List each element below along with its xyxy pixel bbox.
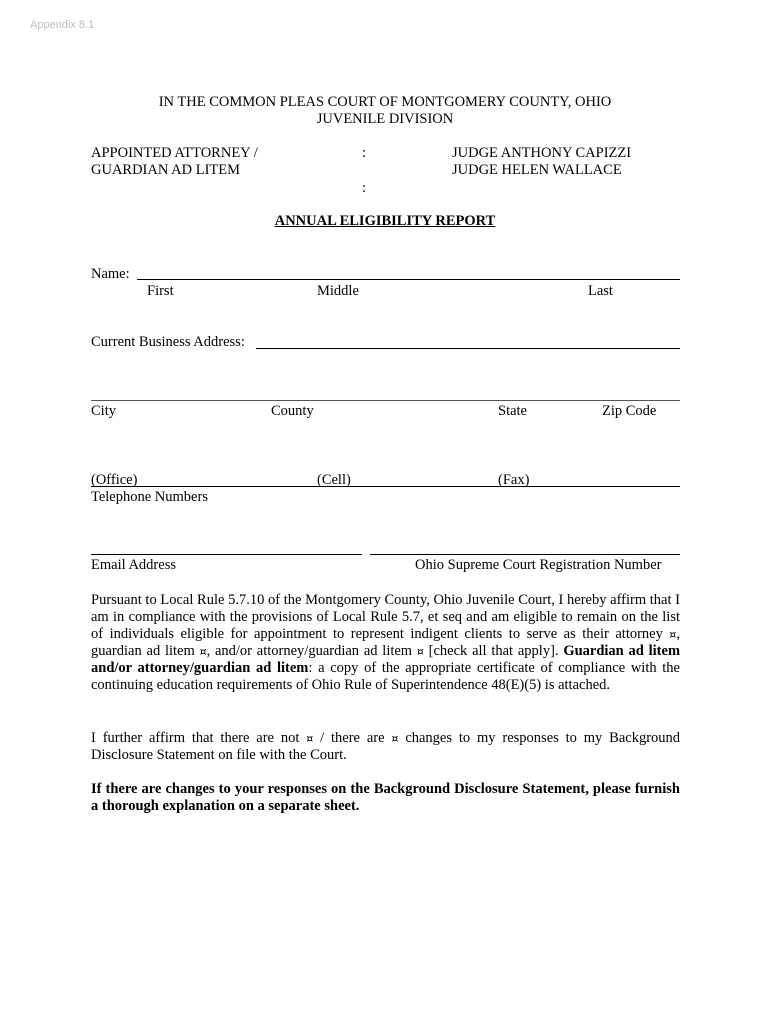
cell-phone-caption: (Cell) [317, 472, 351, 488]
county-caption: County [271, 403, 314, 419]
caption-colon-1: : [362, 145, 367, 161]
city-caption: City [91, 403, 116, 419]
name-middle-caption: Middle [317, 283, 359, 299]
affirmation-bold-lead: Guardian ad litem and/or attorney/guardian ad litem [91, 643, 681, 676]
affirmation-paragraph [91, 592, 680, 694]
court-name: IN THE COMMON PLEAS COURT OF MONTGOMERY COUNTY, OHIO [158, 94, 612, 110]
check-all-note: [check all that apply]. [428, 643, 559, 659]
affirmation-sep-both: , and/or attorney/guardian ad litem [206, 643, 413, 659]
address-field[interactable] [256, 348, 680, 349]
fax-caption: (Fax) [498, 472, 530, 488]
name-label: Name: [91, 266, 130, 282]
changes-paragraph [91, 730, 680, 764]
caption-left-line2: GUARDIAN AD LITEM [91, 162, 241, 178]
attorney-checkbox[interactable]: ¤ [669, 628, 677, 641]
telephone-numbers-caption: Telephone Numbers [91, 489, 208, 505]
appendix-label: Appendix 8.1 [30, 19, 95, 31]
office-phone-caption: (Office) [91, 472, 138, 488]
registration-number-field[interactable] [370, 554, 680, 555]
court-division: JUVENILE DIVISION [316, 111, 454, 127]
changes-rest: changes to my responses to my Background Disclosure Statement on file with the Court. [91, 730, 681, 763]
affirmation-sep-gal: , guardian ad litem [91, 626, 681, 659]
caption-left-line1: APPOINTED ATTORNEY / [91, 145, 258, 161]
changes-middle: / there are [320, 730, 385, 746]
phone-numbers-field[interactable] [91, 486, 680, 487]
name-field[interactable] [137, 279, 680, 280]
report-title: ANNUAL ELIGIBILITY REPORT [274, 213, 496, 229]
affirmation-intro: Pursuant to Local Rule 5.7.10 of the Montgomery County, Ohio Juvenile Court, I hereby affirm that I am in compliance with the provisions of Local Rule 5.7, et seq and am eligible to remain on the list of individuals eligible for appointment to represent indigent clients to serve as their attorney [91, 592, 680, 642]
zip-caption: Zip Code [602, 403, 657, 419]
has-changes-checkbox[interactable]: ¤ [391, 732, 399, 745]
attorney-guardian-checkbox[interactable]: ¤ [416, 645, 424, 658]
address-label: Current Business Address: [91, 334, 245, 350]
guardian-ad-litem-checkbox[interactable]: ¤ [199, 645, 207, 658]
email-field[interactable] [91, 554, 362, 555]
name-first-caption: First [147, 283, 174, 299]
caption-colon-2: : [362, 180, 367, 196]
no-changes-checkbox[interactable]: ¤ [306, 732, 314, 745]
explanation-notice: If there are changes to your responses on the Background Disclosure Statement, please furnish a thorough explanation on a separate sheet. [91, 781, 680, 814]
judge-wallace: JUDGE HELEN WALLACE [452, 162, 622, 178]
judge-capizzi: JUDGE ANTHONY CAPIZZI [452, 145, 632, 161]
email-caption: Email Address [91, 557, 176, 573]
affirmation-rest: : a copy of the appropriate certificate of compliance with the continuing education requirements of Ohio Rule of Superintendence 48(E)(5) is attached. [91, 660, 680, 693]
city-county-state-field[interactable] [91, 400, 680, 401]
registration-caption: Ohio Supreme Court Registration Number [415, 557, 662, 573]
state-caption: State [498, 403, 527, 419]
name-last-caption: Last [588, 283, 613, 299]
changes-lead: I further affirm that there are not [91, 730, 300, 746]
